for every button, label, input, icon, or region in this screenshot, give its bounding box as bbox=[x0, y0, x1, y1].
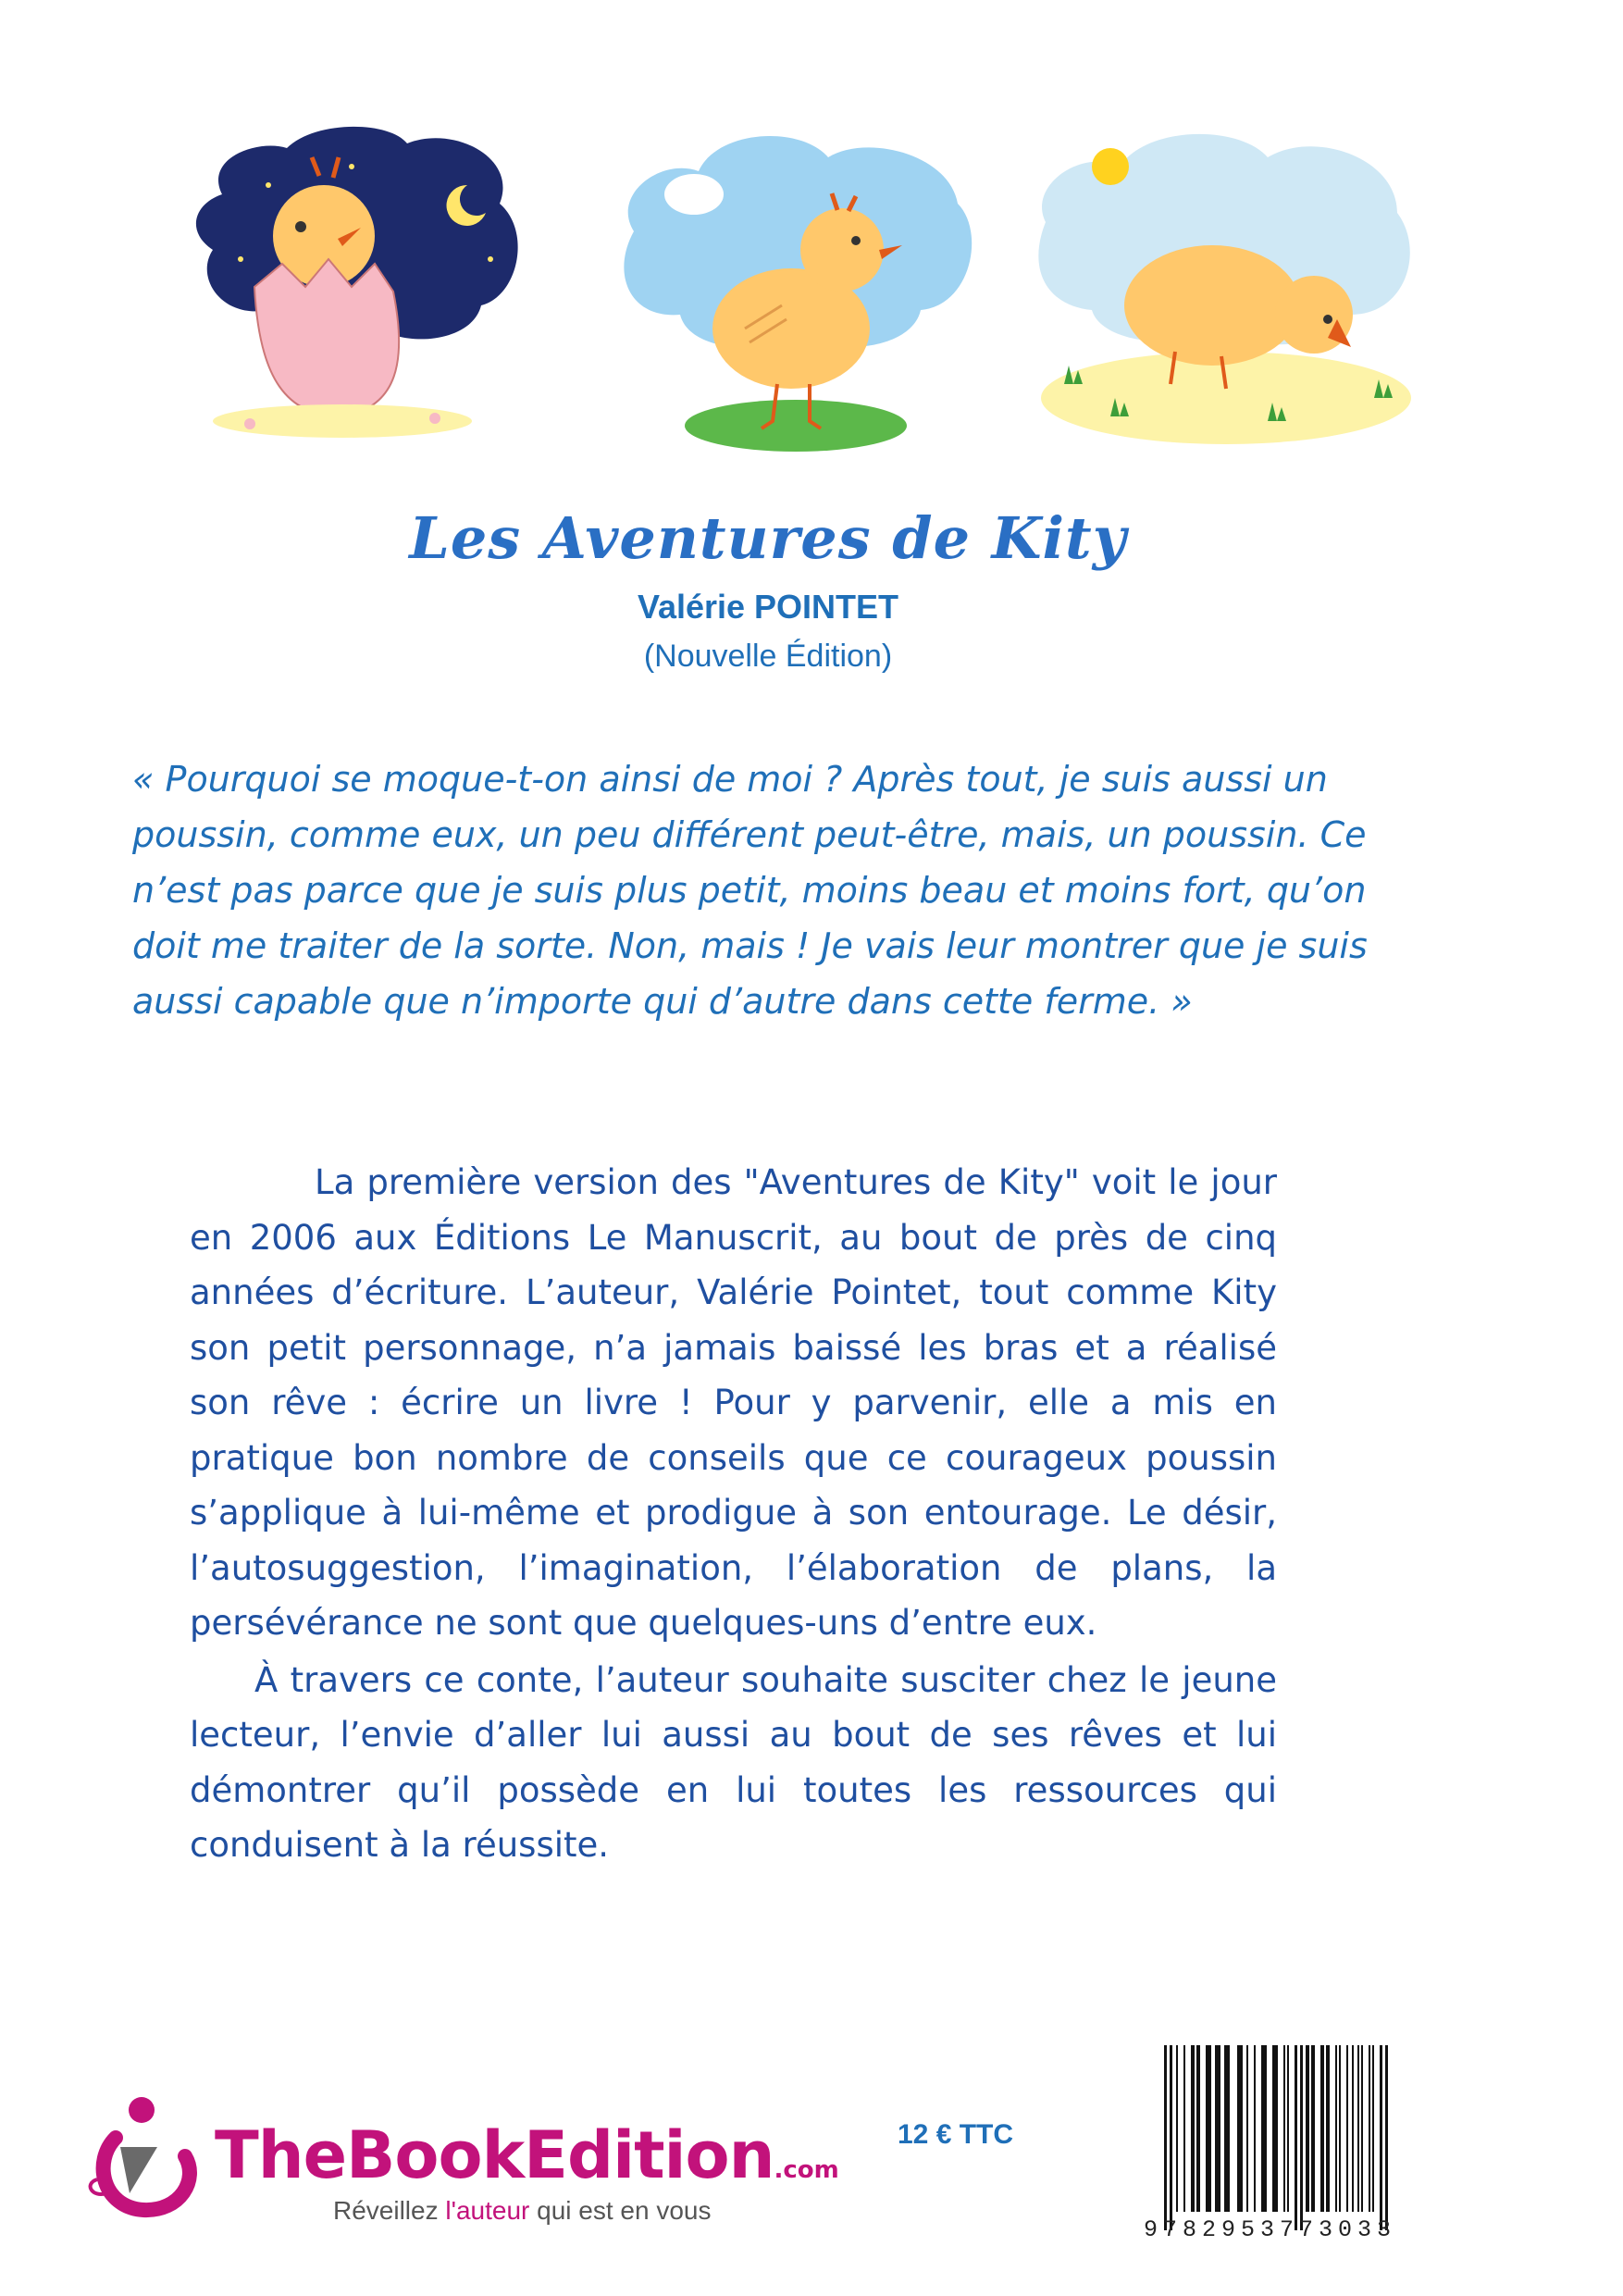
barcode-bar bbox=[1272, 2045, 1278, 2212]
barcode-bar bbox=[1254, 2045, 1256, 2212]
egg-shell bbox=[254, 259, 399, 416]
barcode-bar bbox=[1352, 2045, 1354, 2212]
chick-body bbox=[1124, 245, 1300, 366]
barcode-bar bbox=[1206, 2045, 1211, 2212]
publisher-tagline: Réveillez l'auteur qui est en vous bbox=[333, 2196, 712, 2225]
edition-note: (Nouvelle Édition) bbox=[643, 639, 893, 674]
chick-standing-day-illustration bbox=[606, 120, 985, 453]
barcode-bar bbox=[1224, 2045, 1230, 2212]
description-paragraph-1: La première version des "Aventures de Kity" voit le jour en 2006 aux Éditions Le Manuscrit, au bout de près de cinq années d’écriture. L’auteur, Valérie Pointet, tout comme Kity son petit personnage, n’a jamais baissé les bras et a réalisé son rêve : écrire un livre ! Pour y parvenir, elle a mis en pratique bon nombre de conseils que ce courageux poussin s’applique à lui-même et prodigue à son entourage. Le désir, l’autosuggestion, l’imagination, l’élaboration de plans, la persévérance ne sont que quelques-uns d’entre eux. bbox=[190, 1162, 1277, 1643]
description-paragraph-2: À travers ce conte, l’auteur souhaite susciter chez le jeune lecteur, l’envie d’aller lui aussi au bout de ses rêves et lui démontrer qu’il possède en lui toutes les ressources qui conduisent à la réussite. bbox=[190, 1659, 1277, 1865]
barcode-bar bbox=[1311, 2045, 1315, 2212]
barcode-bar bbox=[1361, 2045, 1363, 2212]
barcode-bar bbox=[1183, 2045, 1185, 2212]
isbn-barcode bbox=[1157, 2045, 1471, 2240]
book-title: Les Aventures de Kity bbox=[409, 504, 1127, 572]
sun-icon bbox=[1092, 148, 1129, 185]
barcode-bar bbox=[1261, 2045, 1267, 2212]
chick-hatching-night-illustration bbox=[185, 120, 537, 453]
isbn-number: 9782953773033 bbox=[1144, 2216, 1397, 2243]
barcode-bar bbox=[1164, 2045, 1167, 2230]
book-description bbox=[190, 1155, 1277, 1873]
publisher-mark-icon bbox=[88, 2091, 208, 2221]
barcode-bar bbox=[1369, 2045, 1370, 2212]
barcode-bar bbox=[1237, 2045, 1243, 2212]
barcode-bar bbox=[1283, 2045, 1285, 2212]
barcode-bar bbox=[1287, 2045, 1289, 2212]
barcode-bar bbox=[1385, 2045, 1388, 2230]
barcode-bar bbox=[1326, 2045, 1330, 2212]
barcode-bar bbox=[1357, 2045, 1359, 2212]
barcode-bar bbox=[1346, 2045, 1348, 2212]
barcode-bar bbox=[1335, 2045, 1337, 2212]
barcode-bar bbox=[1300, 2045, 1303, 2230]
barcode-bar bbox=[1306, 2045, 1309, 2212]
barcode-bar bbox=[1246, 2045, 1248, 2212]
barcode-bar bbox=[1170, 2045, 1172, 2230]
barcode-bar bbox=[1191, 2045, 1195, 2212]
blurb-quote: « Pourquoi se moque-t-on ainsi de moi ? Après tout, je suis aussi un poussin, comme eux, un peu différent peut-être, mais, un poussin. Ce n’est pas parce que je suis plus petit, moins beau et moins fort, qu’on doit me traiter de la sorte. Non, mais ! Je vais leur montrer que je suis aussi capable que n’importe qui d’autre dans cette ferme. » bbox=[132, 759, 1368, 1022]
barcode-bar bbox=[1380, 2045, 1382, 2230]
barcode-bar bbox=[1215, 2045, 1220, 2212]
author-name: Valérie POINTET bbox=[637, 588, 899, 626]
barcode-bar bbox=[1295, 2045, 1297, 2230]
barcode-bar bbox=[1339, 2045, 1341, 2212]
barcode-bar bbox=[1372, 2045, 1374, 2212]
price-label: 12 € TTC bbox=[898, 2119, 1014, 2150]
publisher-name: TheBookEdition.com bbox=[215, 2117, 839, 2193]
barcode-bar bbox=[1196, 2045, 1200, 2212]
grass-patch bbox=[685, 400, 907, 452]
publisher-logo bbox=[88, 2091, 839, 2225]
chick-pecking-sunny-illustration bbox=[1027, 120, 1425, 453]
barcode-bar bbox=[1176, 2045, 1178, 2212]
barcode-bar bbox=[1320, 2045, 1324, 2212]
meadow bbox=[1041, 352, 1411, 444]
